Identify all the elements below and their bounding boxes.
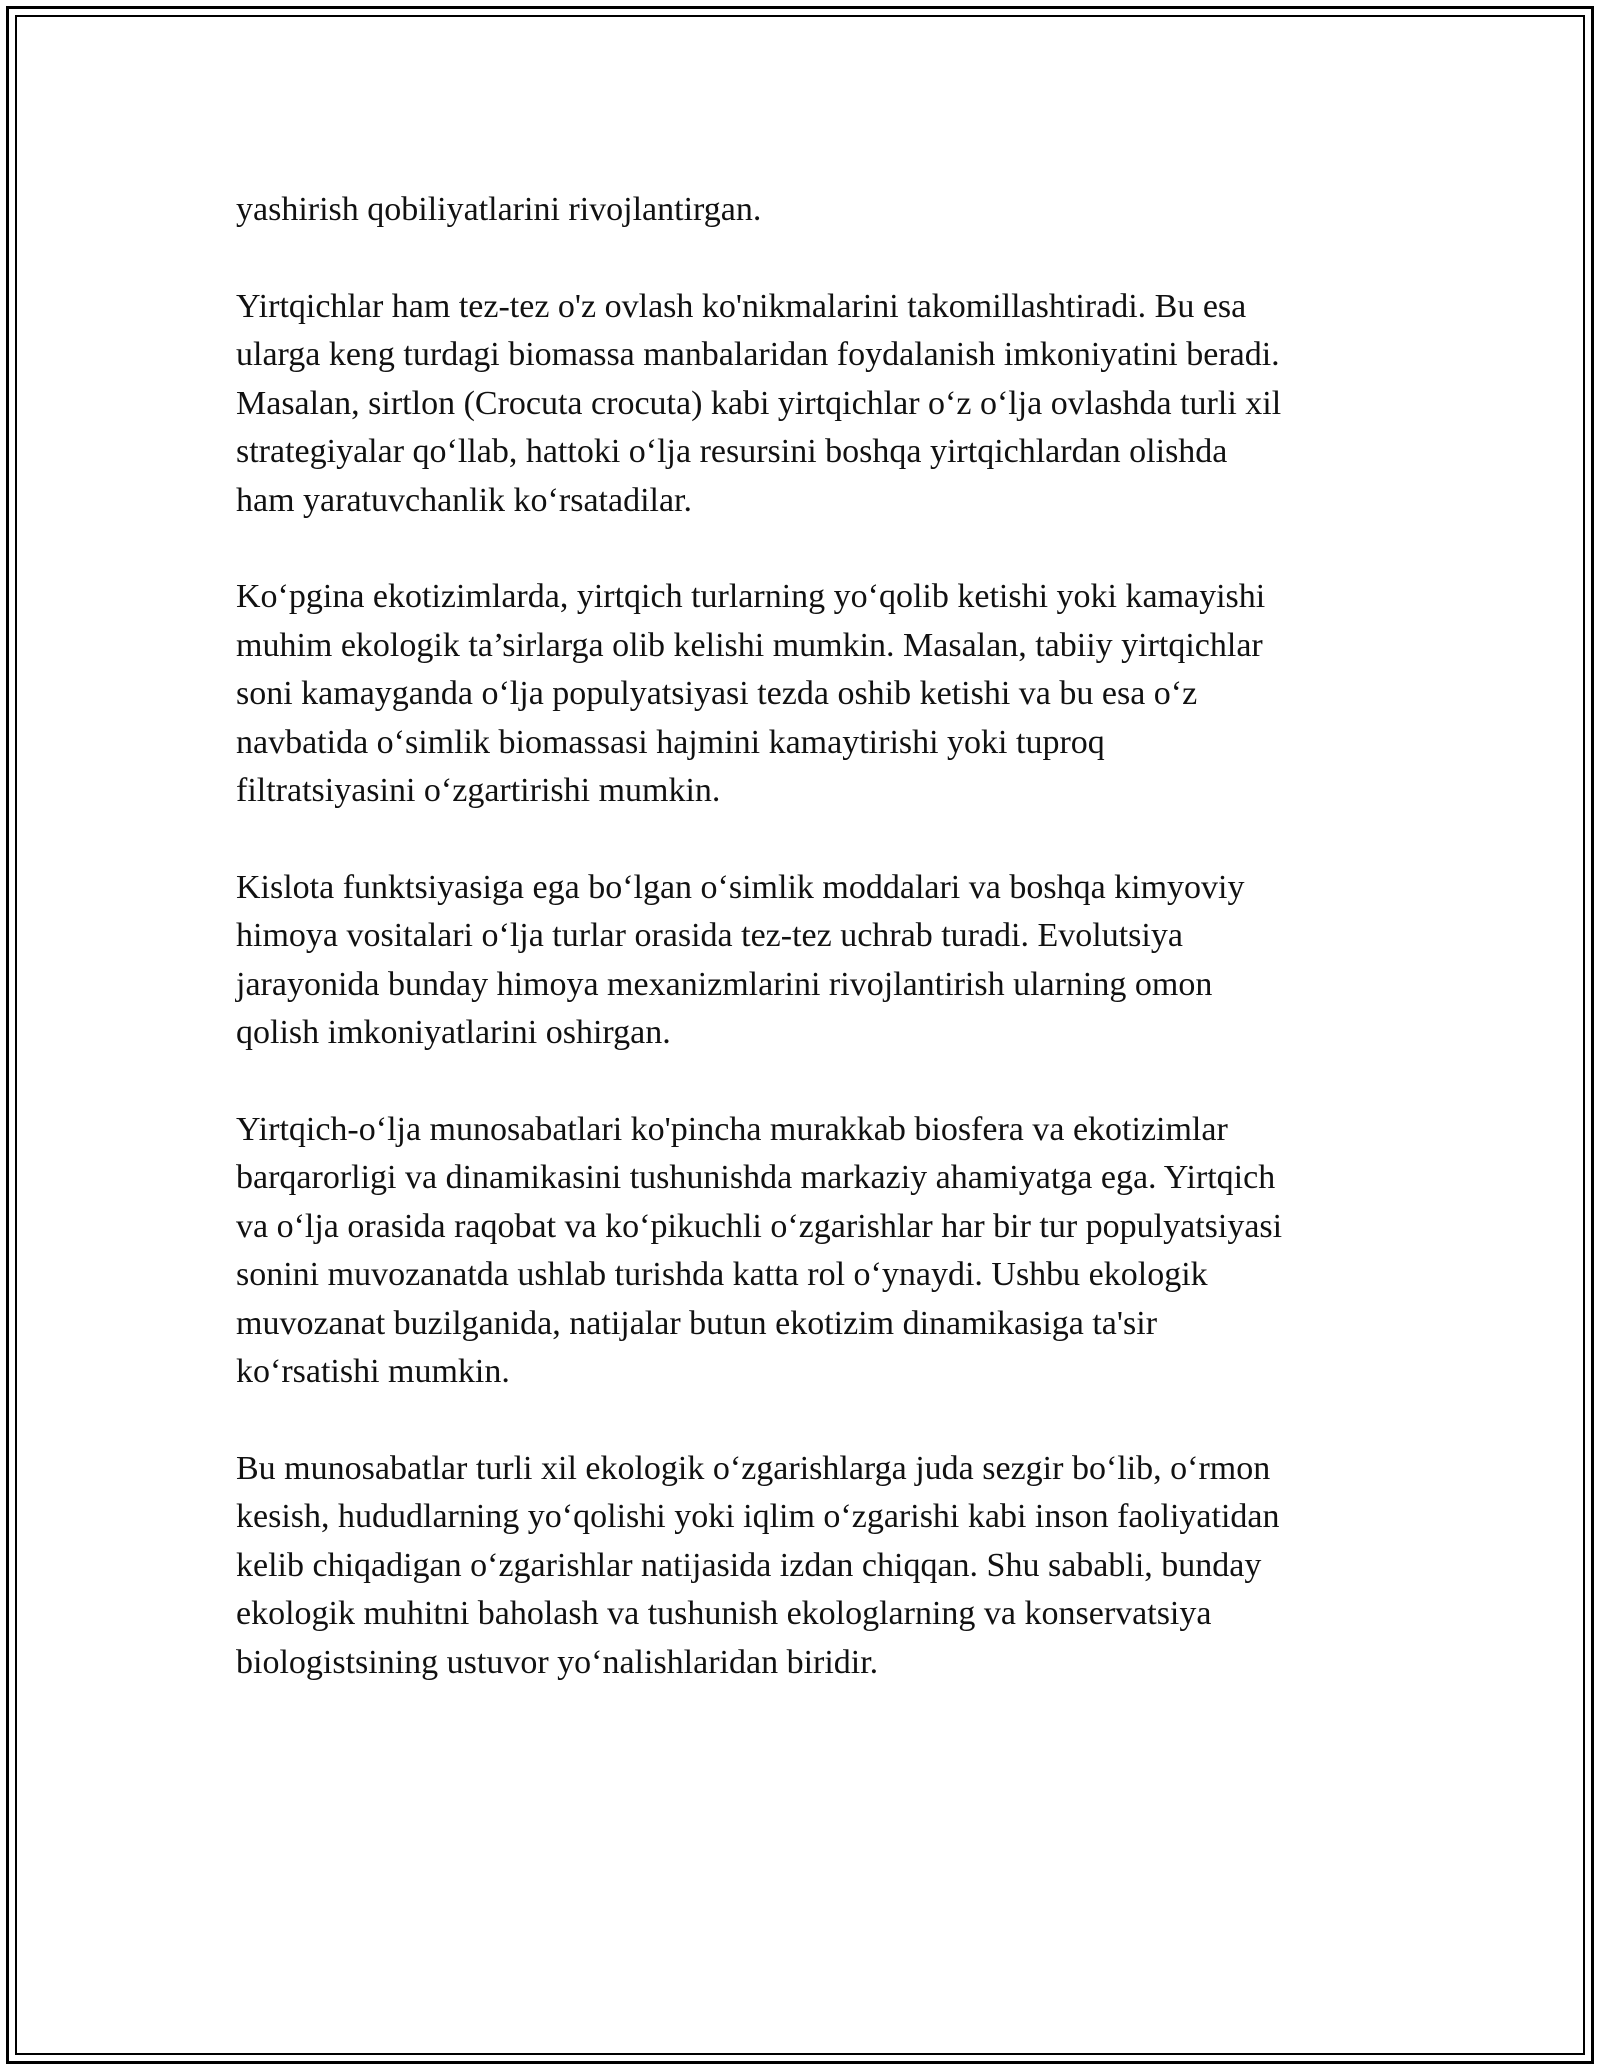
text-line: Ko‘pgina ekotizimlarda, yirtqich turlarning yo‘qolib ketishi yoki kamayishi [236, 578, 1266, 615]
text-line: Yirtqich-o‘lja munosabatlari ko'pincha murakkab biosfera va ekotizimlar [236, 1110, 1228, 1148]
text-line: filtratsiyasini o‘zgartirishi mumkin. [236, 772, 721, 809]
paragraph [236, 864, 1396, 1058]
paragraph [236, 1106, 1396, 1397]
text-line: ko‘rsatishi mumkin. [236, 1353, 510, 1390]
paragraph [236, 283, 1396, 526]
text-line: muvozanat buzilganida, natijalar butun ekotizim dinamikasiga ta'sir [236, 1304, 1158, 1342]
text-line: himoya vositalari o‘lja turlar orasida tez-tez uchrab turadi. Evolutsiya [236, 917, 1183, 954]
text-line: kelib chiqadigan o‘zgarishlar natijasida izdan chiqqan. Shu sababli, bunday [236, 1546, 1262, 1584]
text-line: ham yaratuvchanlik ko‘rsatadilar. [236, 481, 692, 519]
text-line: kesish, hududlarning yo‘qolishi yoki iqlim o‘zgarishi kabi inson faoliyatidan [236, 1498, 1280, 1535]
text-line: qolish imkoniyatlarini oshirgan. [236, 1014, 671, 1051]
text-line: ularga keng turdagi biomassa manbalaridan foydalanish imkoniyatini beradi. [236, 336, 1280, 373]
text-line: Yirtqichlar ham tez-tez o'z ovlash ko'nikmalarini takomillashtiradi. Bu esa [236, 287, 1247, 325]
text-line: va o‘lja orasida raqobat va ko‘pikuchli o‘zgarishlar har bir tur populyatsiyasi [236, 1207, 1283, 1245]
paragraph [236, 1445, 1396, 1688]
text-line: jarayonida bunday himoya mexanizmlarini rivojlantirish ularning omon [236, 965, 1213, 1003]
text-line: soni kamayganda o‘lja populyatsiyasi tezda oshib ketishi va bu esa o‘z [236, 675, 1198, 712]
text-line: barqarorligi va dinamikasini tushunishda markaziy ahamiyatga ega. Yirtqich [236, 1159, 1276, 1196]
text-line: muhim ekologik ta’sirlarga olib kelishi mumkin. Masalan, tabiiy yirtqichlar [236, 626, 1263, 664]
text-line: Kislota funktsiyasiga ega bo‘lgan o‘simlik moddalari va boshqa kimyoviy [236, 868, 1245, 906]
text-line: ekologik muhitni baholash va tushunish ekologlarning va konservatsiya [236, 1595, 1212, 1632]
text-line: Masalan, sirtlon (Crocuta crocuta) kabi yirtqichlar o‘z o‘lja ovlashda turli xil [236, 384, 1282, 422]
text-line: navbatida o‘simlik biomassasi hajmini kamaytirishi yoki tuproq [236, 723, 1105, 761]
document-body [236, 186, 1396, 1735]
text-line: Bu munosabatlar turli xil ekologik o‘zgarishlarga juda sezgir bo‘lib, o‘rmon [236, 1449, 1271, 1487]
paragraph [236, 186, 1396, 235]
text-line: biologistsining ustuvor yo‘nalishlaridan biridir. [236, 1643, 879, 1681]
text-line: sonini muvozanatda ushlab turishda katta rol o‘ynaydi. Ushbu ekologik [236, 1256, 1208, 1293]
text-line: strategiyalar qo‘llab, hattoki o‘lja resursini boshqa yirtqichlardan olishda [236, 433, 1228, 470]
paragraph [236, 573, 1396, 816]
text-line: yashirish qobiliyatlarini rivojlantirgan. [236, 191, 762, 228]
